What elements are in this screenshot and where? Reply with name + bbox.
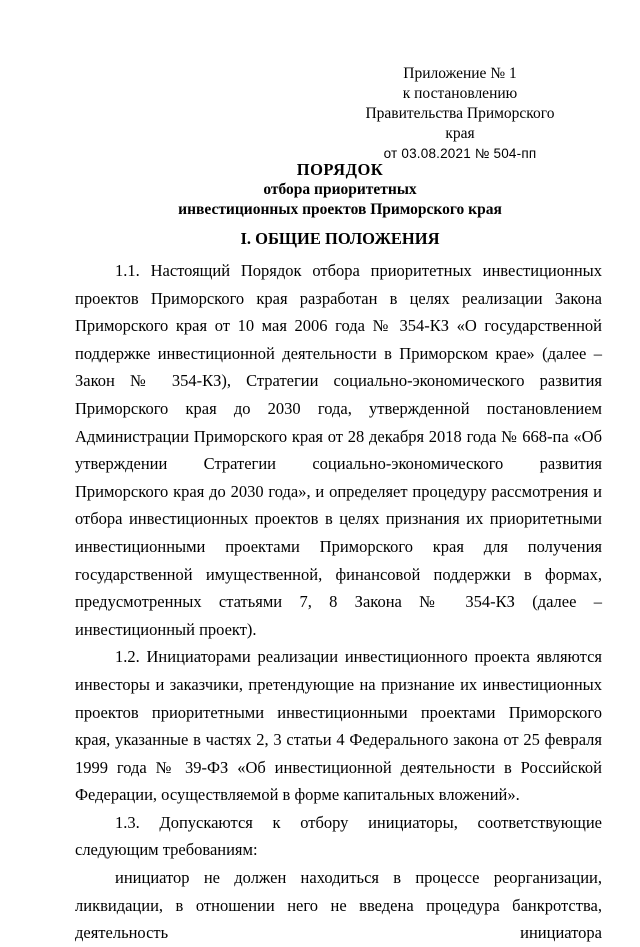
paragraph-1-2: 1.2. Инициаторами реализации инвестиционного проекта являются инвесторы и заказчики, претендующие на признание их инвестиционных проектов приоритетными инвестиционными проектами Приморского края, указанные в частях 2, 3 статьи 4 Федерального закона от 25 февраля 1999 года № 39-ФЗ «Об инвестиционной деятельности в Российской Федерации, осуществляемой в форме капитальных вложений». (75, 647, 602, 805)
appendix-reference: к постановлению (402, 85, 518, 102)
appendix-date-stamp: от 03.08.2021 № 504-пп (383, 146, 537, 161)
title-line-3: инвестиционных проектов Приморского края (178, 201, 502, 218)
paragraph-1-3: 1.3. Допускаются к отбору инициаторы, соответствующие следующим требованиям: (75, 812, 602, 860)
appendix-authority: Правительства Приморского края (365, 105, 555, 142)
section-heading: I. ОБЩИЕ ПОЛОЖЕНИЯ (240, 229, 440, 248)
paragraph-1-1: 1.1. Настоящий Порядок отбора приоритетных инвестиционных проектов Приморского края разработан в целях реализации Закона Приморского края от 10 мая 2006 года № 354-КЗ «О государственной поддержке инвестиционной деятельности в Приморском крае» (далее – Закон № 354-КЗ), Стратегии социально-экономического развития Приморского края до 2030 года, утвержденной постановлением Администрации Приморского края от 28 декабря 2018 года № 668-па «Об утверждении Стратегии социально-экономического развития Приморского края до 2030 года», и определяет процедуру рассмотрения и отбора инвестиционных проектов в целях признания их приоритетными инвестиционными проектами Приморского края для получения государственной имущественной, финансовой поддержки в формах, предусмотренных статьями 7, 8 Закона № 354-КЗ (далее – инвестиционный проект). (75, 261, 602, 639)
title-line-1: ПОРЯДОК (296, 160, 384, 179)
title-line-2: отбора приоритетных (263, 181, 417, 198)
appendix-header (360, 64, 560, 164)
document-body (75, 257, 602, 947)
appendix-number: Приложение № 1 (403, 65, 517, 82)
paragraph-requirement: инициатор не должен находиться в процессе реорганизации, ликвидации, в отношении него не введена процедура банкротства, деятельность инициатора (75, 868, 602, 943)
document-title (0, 160, 640, 220)
